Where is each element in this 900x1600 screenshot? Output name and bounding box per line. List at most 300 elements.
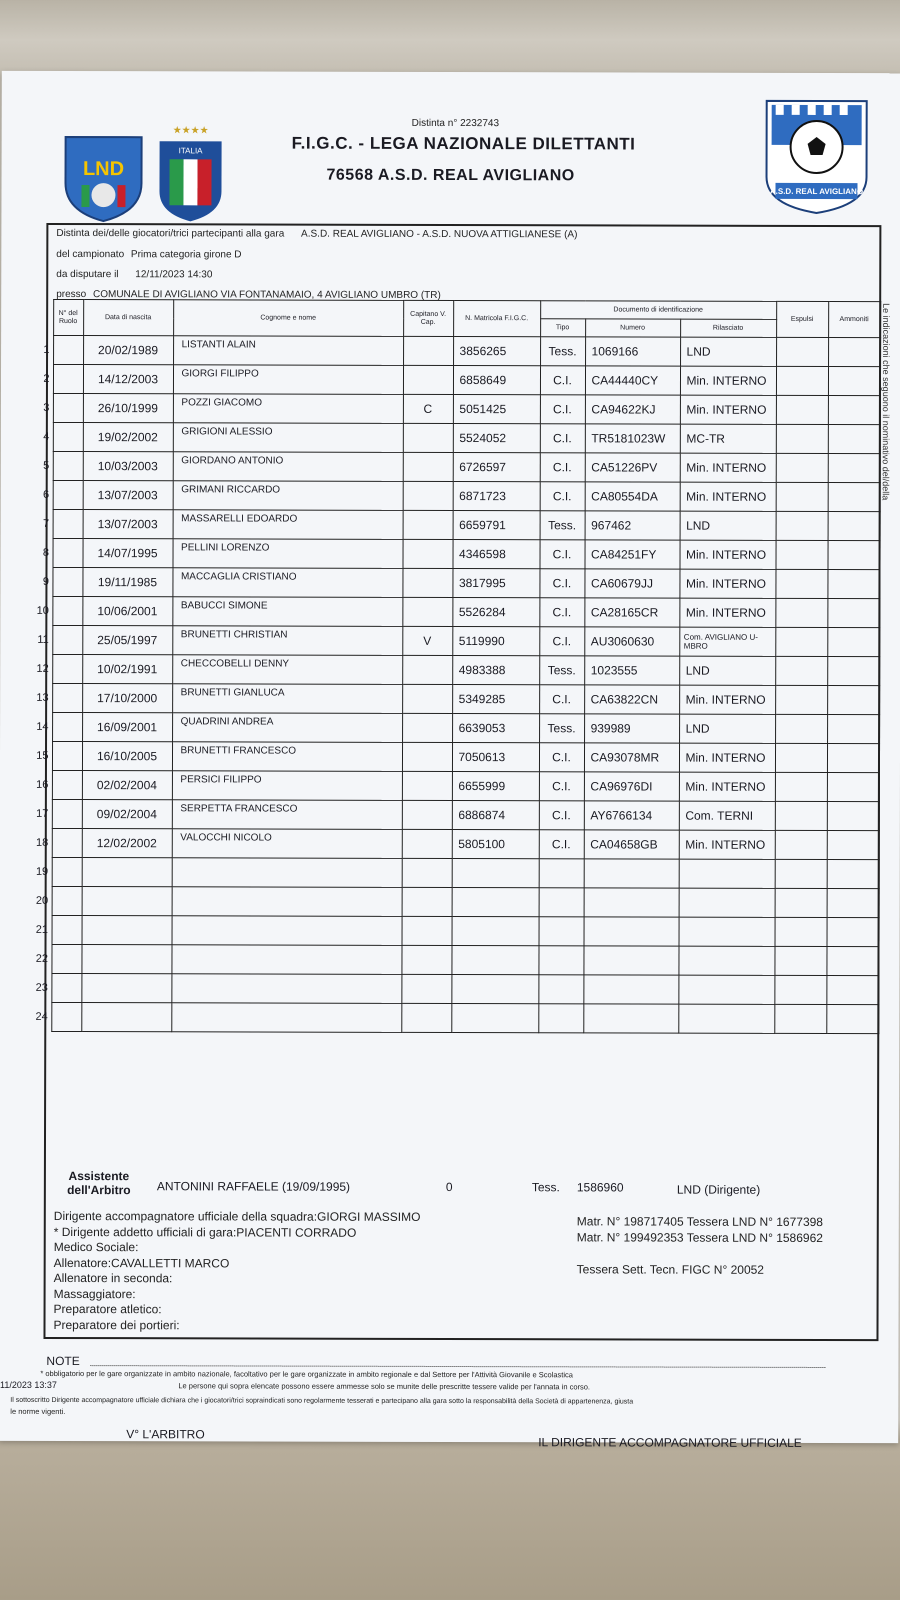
espulsi-cell xyxy=(776,511,828,540)
doc-issuer xyxy=(679,917,775,946)
captain-mark xyxy=(403,510,453,539)
captain-mark: V xyxy=(402,626,452,655)
birth-date: 25/05/1997 xyxy=(82,626,172,655)
assistant-row xyxy=(54,1167,879,1209)
ruolo-cell xyxy=(53,480,83,509)
ammoniti-cell xyxy=(828,453,880,482)
matricola-2: Matr. N° 199492353 Tessera LND N° 1586962 xyxy=(576,1229,823,1245)
ruolo-cell xyxy=(52,538,82,567)
player-name: SERPETTA FRANCESCO xyxy=(172,800,402,830)
birth-date: 12/02/2002 xyxy=(82,829,172,858)
row-number: 11 xyxy=(37,633,49,646)
doc-type: C.I. xyxy=(539,627,584,656)
doc-issuer: LND xyxy=(680,511,776,540)
distinta-number: Distinta n° 2232743 xyxy=(411,117,500,130)
birth-date xyxy=(82,916,172,945)
matricola: 5349285 xyxy=(452,685,539,714)
players-table xyxy=(21,299,880,1034)
espulsi-cell xyxy=(775,656,827,685)
club-logo-text: A.S.D. REAL AVIGLIANO xyxy=(769,186,864,197)
birth-date: 26/10/1999 xyxy=(83,394,173,423)
doc-issuer: Min. INTERNO xyxy=(680,395,776,424)
birth-date: 19/11/1985 xyxy=(82,568,172,597)
espulsi-cell xyxy=(776,453,828,482)
ruolo-cell xyxy=(52,712,82,741)
table-row xyxy=(22,654,879,685)
staff-numbers xyxy=(577,1214,823,1246)
captain-mark xyxy=(401,945,451,974)
doc-number xyxy=(584,859,679,888)
fine-print-1: * obbligatorio per le gare organizzate in ambito nazionale, facoltativo per le gare organizzate in ambito regionale e dal Settore per l'Attività Giovanile e Scolastica xyxy=(40,1368,573,1380)
doc-number xyxy=(583,1004,678,1033)
espulsi-cell xyxy=(774,975,826,1004)
doc-number xyxy=(584,917,679,946)
ammoniti-cell xyxy=(827,917,879,946)
player-name: MACCAGLIA CRISTIANO xyxy=(172,568,402,598)
ammoniti-cell xyxy=(828,511,880,540)
doc-number: AY6766134 xyxy=(584,801,679,830)
col-ruolo: N° del Ruolo xyxy=(53,299,83,335)
col-rilasciato: Rilasciato xyxy=(680,319,776,337)
ruolo-cell xyxy=(52,770,82,799)
ammoniti-cell xyxy=(828,366,880,395)
allenatore-seconda: Allenatore in seconda: xyxy=(53,1270,173,1286)
doc-issuer: Min. INTERNO xyxy=(679,540,775,569)
matricola: 3817995 xyxy=(452,569,539,598)
print-timestamp: 11/2023 13:37 xyxy=(0,1380,57,1390)
doc-issuer xyxy=(678,975,774,1004)
col-espulsi: Espulsi xyxy=(776,301,828,337)
table-row xyxy=(22,741,879,772)
championship-line xyxy=(56,249,241,260)
col-capitano: Capitano V. Cap. xyxy=(403,300,453,336)
doc-number: CA28165CR xyxy=(584,598,679,627)
doc-issuer: LND xyxy=(679,656,775,685)
ruolo-cell xyxy=(51,1002,81,1031)
ruolo-cell xyxy=(53,451,83,480)
espulsi-cell xyxy=(776,424,828,453)
player-name: GRIGIONI ALESSIO xyxy=(173,423,403,453)
row-number: 18 xyxy=(36,836,49,849)
espulsi-cell xyxy=(775,830,827,859)
espulsi-cell xyxy=(776,337,828,366)
player-name: BRUNETTI FRANCESCO xyxy=(172,742,402,772)
table-row xyxy=(22,625,879,656)
date-line xyxy=(56,269,212,280)
row-number: 14 xyxy=(36,720,49,733)
table-row xyxy=(21,973,878,1004)
ammoniti-cell xyxy=(826,946,878,975)
italia-logo-text: ITALIA xyxy=(178,146,203,156)
matricola: 5119990 xyxy=(452,627,539,656)
stars-icon: ★★★★ xyxy=(172,125,209,137)
captain-mark xyxy=(402,858,452,887)
doc-type: C.I. xyxy=(540,424,585,453)
massaggiatore: Massaggiatore: xyxy=(53,1286,136,1301)
doc-number xyxy=(583,946,678,975)
date-value: 12/11/2023 14:30 xyxy=(135,269,213,281)
ammoniti-cell xyxy=(827,743,879,772)
player-name xyxy=(171,974,401,1004)
doc-issuer: Min. INTERNO xyxy=(680,453,776,482)
ammoniti-cell xyxy=(828,395,880,424)
matricola: 4346598 xyxy=(452,540,539,569)
birth-date: 14/07/1995 xyxy=(82,539,172,568)
row-number: 8 xyxy=(42,546,50,559)
espulsi-cell xyxy=(775,627,827,656)
dirigente-ufficiali: * Dirigente addetto ufficiali di gara:PIACENTI CORRADO xyxy=(53,1224,357,1240)
captain-mark xyxy=(403,423,453,452)
player-name xyxy=(171,945,401,975)
venue-value: COMUNALE DI AVIGLIANO VIA FONTANAMAIO, 4 AVIGLIANO UMBRO (TR) xyxy=(92,289,441,301)
row-number: 3 xyxy=(43,401,50,414)
doc-issuer: LND xyxy=(680,337,776,366)
player-name: QUADRINI ANDREA xyxy=(172,713,402,743)
row-number: 15 xyxy=(36,749,49,762)
preparatore-atletico: Preparatore atletico: xyxy=(53,1301,162,1317)
ruolo-cell xyxy=(52,683,82,712)
table-row xyxy=(22,915,879,946)
doc-number: CA93078MR xyxy=(584,743,679,772)
ammoniti-cell xyxy=(828,424,880,453)
doc-number: 939989 xyxy=(584,714,679,743)
staff-list xyxy=(53,1209,420,1334)
captain-mark xyxy=(402,713,452,742)
birth-date xyxy=(81,945,171,974)
ruolo-cell xyxy=(52,567,82,596)
table-row xyxy=(22,567,879,598)
ruolo-cell xyxy=(52,625,82,654)
captain-mark xyxy=(402,684,452,713)
captain-mark xyxy=(402,771,452,800)
col-numero: Numero xyxy=(585,319,680,337)
espulsi-cell xyxy=(775,888,827,917)
doc-type: C.I. xyxy=(540,395,585,424)
doc-number: CA80554DA xyxy=(585,482,680,511)
table-row xyxy=(23,480,880,511)
ammoniti-cell xyxy=(827,656,879,685)
doc-type xyxy=(538,975,583,1004)
ammoniti-cell xyxy=(827,569,879,598)
matricola xyxy=(451,946,538,975)
ruolo-cell xyxy=(53,364,83,393)
table-row xyxy=(23,422,880,453)
matricola xyxy=(452,917,539,946)
table-row xyxy=(23,335,880,366)
doc-number: 967462 xyxy=(585,511,680,540)
signature-dirigente: IL DIRIGENTE ACCOMPAGNATORE UFFICIALE xyxy=(538,1435,802,1450)
espulsi-cell xyxy=(775,685,827,714)
row-number: 24 xyxy=(35,1010,48,1023)
table-row xyxy=(23,393,880,424)
table-row xyxy=(23,451,880,482)
row-number: 10 xyxy=(36,604,49,617)
doc-type xyxy=(539,917,584,946)
birth-date: 17/10/2000 xyxy=(82,684,172,713)
doc-issuer: Com. AVIGLIANO U-MBRO xyxy=(679,627,775,656)
matricola: 6726597 xyxy=(453,453,540,482)
doc-number: CA04658GB xyxy=(584,830,679,859)
birth-date: 10/06/2001 xyxy=(82,597,172,626)
doc-type: C.I. xyxy=(539,569,584,598)
col-documento: Documento di identificazione xyxy=(540,301,776,320)
doc-number: CA96976DI xyxy=(584,772,679,801)
birth-date xyxy=(82,887,172,916)
doc-issuer: Min. INTERNO xyxy=(679,830,775,859)
ammoniti-cell xyxy=(827,685,879,714)
captain-mark xyxy=(402,539,452,568)
doc-number xyxy=(584,888,679,917)
doc-issuer: LND xyxy=(679,714,775,743)
captain-mark xyxy=(403,452,453,481)
championship-value: Prima categoria girone D xyxy=(130,249,242,261)
captain-mark xyxy=(403,365,453,394)
birth-date: 19/02/2002 xyxy=(83,423,173,452)
tessera-tecnico: Tessera Sett. Tecn. FIGC N° 20052 xyxy=(576,1262,765,1277)
player-name: BRUNETTI GIANLUCA xyxy=(172,684,402,714)
matricola-1: Matr. N° 198717405 Tessera LND N° 1677398 xyxy=(576,1214,824,1229)
doc-type: C.I. xyxy=(539,685,584,714)
espulsi-cell xyxy=(775,772,827,801)
assistant-matr: 0 xyxy=(445,1179,453,1195)
player-name: CHECCOBELLI DENNY xyxy=(172,655,402,685)
matricola xyxy=(451,1004,538,1033)
table-row xyxy=(21,944,878,975)
table-row xyxy=(22,538,879,569)
row-number: 7 xyxy=(42,517,50,530)
doc-type: C.I. xyxy=(539,540,584,569)
espulsi-cell xyxy=(775,859,827,888)
doc-type: Tess. xyxy=(540,511,585,540)
assistant-name: ANTONINI RAFFAELE (19/09/1995) xyxy=(156,1179,351,1194)
table-row xyxy=(23,364,880,395)
matricola: 6639053 xyxy=(452,714,539,743)
table-row xyxy=(22,857,879,888)
ruolo-cell xyxy=(53,393,83,422)
ruolo-cell xyxy=(52,828,82,857)
table-row xyxy=(22,828,879,859)
doc-type: C.I. xyxy=(539,801,584,830)
ammoniti-cell xyxy=(827,801,879,830)
matricola: 5805100 xyxy=(452,830,539,859)
ruolo-cell xyxy=(53,422,83,451)
row-number: 17 xyxy=(36,807,49,820)
birth-date: 13/07/2003 xyxy=(83,510,173,539)
doc-issuer: Min. INTERNO xyxy=(680,482,776,511)
doc-type: C.I. xyxy=(540,366,585,395)
doc-issuer xyxy=(679,888,775,917)
row-number: 13 xyxy=(36,691,49,704)
ruolo-cell xyxy=(52,596,82,625)
row-number: 20 xyxy=(35,894,49,907)
espulsi-cell xyxy=(775,917,827,946)
captain-mark xyxy=(403,481,453,510)
table-row xyxy=(22,712,879,743)
ammoniti-cell xyxy=(828,337,880,366)
col-matricola: N. Matricola F.I.G.C. xyxy=(453,301,540,337)
doc-issuer: Min. INTERNO xyxy=(680,366,776,395)
doc-type: C.I. xyxy=(539,598,584,627)
doc-issuer: Min. INTERNO xyxy=(679,743,775,772)
table-row xyxy=(22,886,879,917)
espulsi-cell xyxy=(775,540,827,569)
table-row xyxy=(22,799,879,830)
matricola: 4983388 xyxy=(452,656,539,685)
assistant-label xyxy=(54,1169,144,1197)
row-number: 12 xyxy=(36,662,49,675)
row-number: 1 xyxy=(43,343,50,356)
row-number: 6 xyxy=(43,488,50,501)
birth-date xyxy=(81,974,171,1003)
birth-date: 10/02/1991 xyxy=(82,655,172,684)
assistant-num: 1586960 xyxy=(576,1180,624,1195)
medico-sociale: Medico Sociale: xyxy=(53,1239,139,1255)
lnd-logo-text: LND xyxy=(82,158,125,181)
note-label: NOTE xyxy=(46,1353,80,1369)
ammoniti-cell xyxy=(827,540,879,569)
championship-label: del campionato xyxy=(56,248,125,261)
match-teams: A.S.D. REAL AVIGLIANO - A.S.D. NUOVA ATTIGLIANESE (A) xyxy=(301,228,578,241)
doc-issuer: Com. TERNI xyxy=(679,801,775,830)
doc-type xyxy=(539,888,584,917)
player-name: GRIMANI RICCARDO xyxy=(173,481,403,511)
espulsi-cell xyxy=(776,395,828,424)
doc-number: CA44440CY xyxy=(585,366,680,395)
doc-number: 1069166 xyxy=(585,337,680,366)
ruolo-cell xyxy=(52,741,82,770)
doc-type xyxy=(538,946,583,975)
player-name xyxy=(171,1003,401,1033)
player-name xyxy=(172,858,402,888)
captain-mark xyxy=(402,597,452,626)
matricola xyxy=(452,888,539,917)
birth-date: 16/09/2001 xyxy=(82,713,172,742)
doc-number xyxy=(583,975,678,1004)
assistant-tipo: Tess. xyxy=(531,1180,560,1195)
matricola: 5524052 xyxy=(453,424,540,453)
matricola: 6886874 xyxy=(452,801,539,830)
venue-label: presso xyxy=(56,288,87,301)
matricola xyxy=(452,859,539,888)
ruolo-cell xyxy=(52,915,82,944)
club-logo xyxy=(761,97,871,215)
espulsi-cell xyxy=(776,366,828,395)
federation-title: F.I.G.C. - LEGA NAZIONALE DILETTANTI xyxy=(291,133,636,154)
table-row xyxy=(22,683,879,714)
espulsi-cell xyxy=(776,482,828,511)
ruolo-cell xyxy=(53,335,83,364)
captain-mark xyxy=(402,655,452,684)
list-label: Distinta dei/delle giocatori/trici partecipanti alla gara xyxy=(56,227,285,240)
player-name xyxy=(172,887,402,917)
ruolo-cell xyxy=(52,654,82,683)
fine-print-3: Il sottoscritto Dirigente accompagnatore ufficiale dichiara che i giocatori/trici sopraindicati sono regolarmente tesserati e partecipano alla gara sotto la responsabilità della Società di appartenenza, giusta xyxy=(10,1396,634,1406)
doc-issuer xyxy=(679,859,775,888)
row-number: 4 xyxy=(43,430,50,443)
ruolo-cell xyxy=(52,886,82,915)
doc-number: CA84251FY xyxy=(584,540,679,569)
matricola: 6858649 xyxy=(453,366,540,395)
matricola: 7050613 xyxy=(452,743,539,772)
doc-type: Tess. xyxy=(539,656,584,685)
ruolo-cell xyxy=(52,799,82,828)
ruolo-cell xyxy=(51,944,81,973)
player-name: BABUCCI SIMONE xyxy=(172,597,402,627)
dirigente-squadra: Dirigente accompagnatore ufficiale della squadra:GIORGI MASSIMO xyxy=(53,1208,421,1224)
matricola: 3856265 xyxy=(453,337,540,366)
ammoniti-cell xyxy=(826,1004,878,1033)
ammoniti-cell xyxy=(827,830,879,859)
row-number: 19 xyxy=(35,865,49,878)
captain-mark xyxy=(402,800,452,829)
doc-issuer: Min. INTERNO xyxy=(679,772,775,801)
doc-number: CA60679JJ xyxy=(584,569,679,598)
ammoniti-cell xyxy=(827,859,879,888)
row-number: 16 xyxy=(36,778,49,791)
ammoniti-cell xyxy=(827,627,879,656)
birth-date: 20/02/1989 xyxy=(83,336,173,365)
espulsi-cell xyxy=(775,598,827,627)
player-name: PERSICI FILIPPO xyxy=(172,771,402,801)
doc-issuer xyxy=(678,1004,774,1033)
row-number: 9 xyxy=(42,575,49,588)
preparatore-portieri: Preparatore dei portieri: xyxy=(53,1317,180,1332)
doc-issuer: Min. INTERNO xyxy=(679,569,775,598)
matricola: 5051425 xyxy=(453,395,540,424)
player-name: MASSARELLI EDOARDO xyxy=(173,510,403,540)
captain-mark xyxy=(401,1003,451,1032)
ammoniti-cell xyxy=(827,598,879,627)
club-title: 76568 A.S.D. REAL AVIGLIANO xyxy=(326,166,575,185)
captain-mark xyxy=(402,568,452,597)
ammoniti-cell xyxy=(828,482,880,511)
table-row xyxy=(21,1002,878,1033)
birth-date: 14/12/2003 xyxy=(83,365,173,394)
doc-type: Tess. xyxy=(540,337,585,366)
table-row xyxy=(22,596,879,627)
lnd-logo xyxy=(61,133,145,223)
col-tipo: Tipo xyxy=(540,319,585,337)
espulsi-cell xyxy=(775,714,827,743)
espulsi-cell xyxy=(775,743,827,772)
ammoniti-cell xyxy=(827,772,879,801)
ruolo-cell xyxy=(53,509,83,538)
doc-type: C.I. xyxy=(539,743,584,772)
signature-arbitro: V° L'ARBITRO xyxy=(126,1427,205,1442)
player-name: GIORGI FILIPPO xyxy=(173,365,403,395)
birth-date: 02/02/2004 xyxy=(82,771,172,800)
ammoniti-cell xyxy=(827,714,879,743)
col-nome: Cognome e nome xyxy=(173,300,403,337)
fine-print-2: Le persone qui sopra elencate possono essere ammesse solo se munite delle prescritte tessere valide per l'annata in corso. xyxy=(178,1381,591,1392)
assistant-label-2: dell'Arbitro xyxy=(67,1182,131,1198)
assistant-ril: LND (Dirigente) xyxy=(676,1182,761,1197)
player-name xyxy=(172,916,402,946)
match-line xyxy=(56,228,577,240)
ruolo-cell xyxy=(52,857,82,886)
espulsi-cell xyxy=(774,1004,826,1033)
ammoniti-cell xyxy=(826,975,878,1004)
row-number: 2 xyxy=(43,372,50,385)
doc-issuer: MC-TR xyxy=(680,424,776,453)
row-number: 23 xyxy=(35,981,48,994)
doc-issuer: Min. INTERNO xyxy=(679,685,775,714)
table-row xyxy=(22,770,879,801)
doc-number: TR5181023W xyxy=(585,424,680,453)
birth-date: 16/10/2005 xyxy=(82,742,172,771)
player-name: PELLINI LORENZO xyxy=(172,539,402,569)
doc-type: C.I. xyxy=(540,482,585,511)
